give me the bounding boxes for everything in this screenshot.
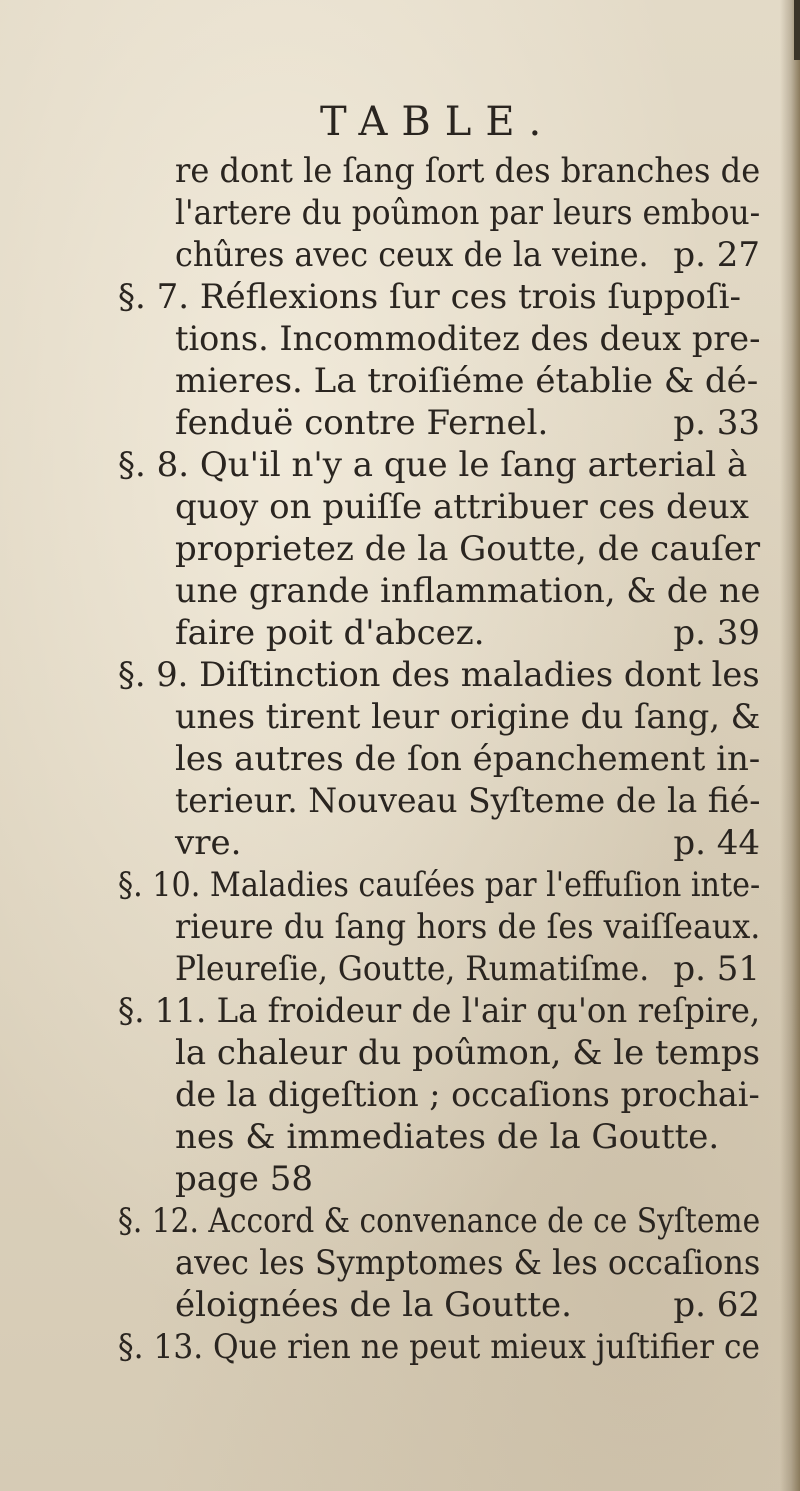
toc-entry-heading: §. 11. La froideur de l'air qu'on reſpire, (118, 991, 761, 1031)
toc-entry-text: quoy on puiſſe attribuer ces deux (175, 487, 749, 527)
toc-line (0, 444, 800, 486)
toc-entry-text: de la digeſtion ; occaſions prochai- (175, 1075, 760, 1115)
toc-entry-text: unes tirent leur origine du ſang, & (175, 697, 761, 737)
toc-line (0, 780, 800, 822)
toc-line (0, 864, 800, 906)
toc-entry-text: page 58 (175, 1159, 313, 1199)
toc-entry (0, 1200, 800, 1326)
toc-line (0, 234, 800, 276)
toc-entry-text: rieure du ſang hors de ſes vaiſſeaux. (175, 907, 761, 947)
page-reference: p. 62 (673, 1285, 760, 1325)
toc-entry-text: les autres de ſon épanchement in- (175, 739, 761, 779)
toc-line (0, 1284, 800, 1326)
toc-line (0, 360, 800, 402)
toc-line (0, 528, 800, 570)
page-reference: p. 39 (673, 613, 760, 653)
toc-entry-text: l'artere du poûmon par leurs embou- (175, 193, 761, 233)
toc-entry-text: Pleureſie, Goutte, Rumatiſme. (175, 949, 650, 989)
toc-entry-text: éloignées de la Goutte. (175, 1285, 572, 1325)
toc-entry-text: chûres avec ceux de la veine. (175, 235, 649, 275)
toc-line (0, 402, 800, 444)
toc-line (0, 822, 800, 864)
toc-entry-heading: §. 7. Réflexions ſur ces trois ſuppoſi- (118, 277, 741, 317)
toc-entry (0, 150, 800, 276)
toc-line (0, 1116, 800, 1158)
toc-entry-heading: §. 13. Que rien ne peut mieux juſtifier ce (118, 1327, 760, 1367)
toc-line (0, 948, 800, 990)
toc-line (0, 906, 800, 948)
toc-entry-heading: §. 8. Qu'il n'y a que le ſang arterial à (118, 445, 748, 485)
page-reference: p. 44 (673, 823, 760, 863)
toc-line (0, 696, 800, 738)
page-reference: p. 51 (673, 949, 760, 989)
page-reference: p. 27 (673, 235, 760, 275)
toc-line (0, 738, 800, 780)
page-reference: p. 33 (673, 403, 760, 443)
toc-line (0, 1242, 800, 1284)
toc-line (0, 318, 800, 360)
toc-line (0, 192, 800, 234)
toc-entry-text: proprietez de la Goutte, de cauſer (175, 529, 761, 569)
toc-entry-text: vre. (175, 823, 242, 863)
toc-line (0, 570, 800, 612)
toc-line (0, 1326, 800, 1368)
toc-entry-heading: §. 9. Diſtinction des maladies dont les (118, 655, 760, 695)
table-of-contents (0, 150, 800, 1368)
toc-entry-text: faire poit d'abcez. (175, 613, 485, 653)
toc-entry-text: une grande inflammation, & de ne (175, 571, 761, 611)
toc-entry (0, 654, 800, 864)
toc-entry (0, 864, 800, 990)
page-corner-shadow (794, 0, 800, 60)
toc-line (0, 276, 800, 318)
toc-entry (0, 444, 800, 654)
toc-entry (0, 990, 800, 1200)
toc-line (0, 990, 800, 1032)
toc-entry (0, 1326, 800, 1368)
toc-entry-text: re dont le ſang ſort des branches de (175, 151, 761, 191)
toc-entry-text: avec les Symptomes & les occaſions (175, 1243, 761, 1283)
toc-line (0, 1074, 800, 1116)
toc-entry-text: la chaleur du poûmon, & le temps (175, 1033, 761, 1073)
toc-entry-text: tions. Incommoditez des deux pre- (175, 319, 761, 359)
toc-line (0, 654, 800, 696)
toc-entry-heading: §. 10. Maladies cauſées par l'effuſion inte- (118, 865, 761, 905)
toc-entry-text: nes & immediates de la Goutte. (175, 1117, 720, 1157)
toc-entry-text: terieur. Nouveau Syſteme de la fié- (175, 781, 761, 821)
toc-entry-text: fenduë contre Fernel. (175, 403, 549, 443)
toc-line (0, 1200, 800, 1242)
toc-entry-text: mieres. La troiſiéme établie & dé- (175, 361, 759, 401)
toc-line (0, 150, 800, 192)
toc-entry (0, 276, 800, 444)
toc-line (0, 612, 800, 654)
toc-line (0, 1032, 800, 1074)
toc-line (0, 1158, 800, 1200)
toc-line (0, 486, 800, 528)
toc-entry-heading: §. 12. Accord & convenance de ce Syſteme (118, 1201, 761, 1241)
running-header: TABLE. (320, 99, 556, 145)
